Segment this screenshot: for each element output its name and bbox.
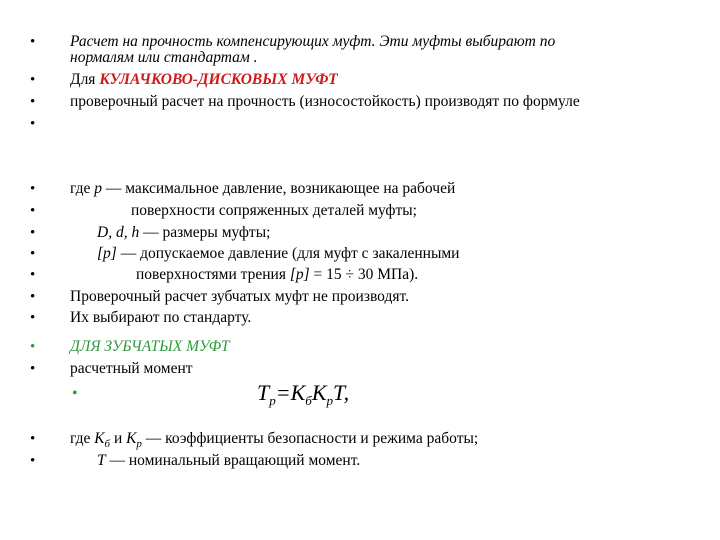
bullet: • [30,225,36,241]
bullet: • [30,72,36,88]
text-line: Проверочный расчет зубчатых муфт не производят. [70,288,409,305]
torque-formula: $T_р=K_бK_рT$, [257,380,350,408]
bullet: • [30,310,36,326]
text-line: Т — номинальный вращающий момент. [97,452,361,469]
bullet: • [30,181,36,197]
text-line: Расчет на прочность компенсирующих муфт. Эти муфты выбирают по [70,33,556,50]
bullet: • [30,361,36,377]
text-line: Их выбирают по стандарту. [70,309,252,326]
bullet: • [30,203,36,219]
text-line: [р] — допускаемое давление (для муфт с закаленными [97,245,460,262]
bullet: • [30,246,36,262]
bullet: • [72,385,78,402]
highlight-kulachkovo: КУЛАЧКОВО-ДИСКОВЫХ МУФТ [99,71,338,88]
bullet: • [30,267,36,283]
text-line: где р — максимальное давление, возникающее на рабочей [70,180,456,197]
text-line: нормалям или стандартам . [70,49,258,66]
section-title-gear: ДЛЯ ЗУБЧАТЫХ МУФТ [70,338,230,355]
text-line: поверхности сопряженных деталей муфты; [131,202,417,219]
bullet: • [30,431,36,447]
bullet: • [30,289,36,305]
bullet: • [30,453,36,469]
text-line: проверочный расчет на прочность (износостойкость) производят по формуле [70,93,580,110]
text-line: Для КУЛАЧКОВО-ДИСКОВЫХ МУФТ [70,71,338,88]
text-line: где $К_б$ и $К_р$ — коэффициенты безопасности и режима работы; [70,430,479,451]
text-line: D, d, h — размеры муфты; [97,224,271,241]
text-line: расчетный момент [70,360,193,377]
bullet: • [30,94,36,110]
bullet: • [30,116,36,132]
bullet: • [30,34,36,50]
text-line: поверхностями трения [р] = 15 ÷ 30 МПа). [136,266,419,283]
bullet: • [30,339,36,355]
